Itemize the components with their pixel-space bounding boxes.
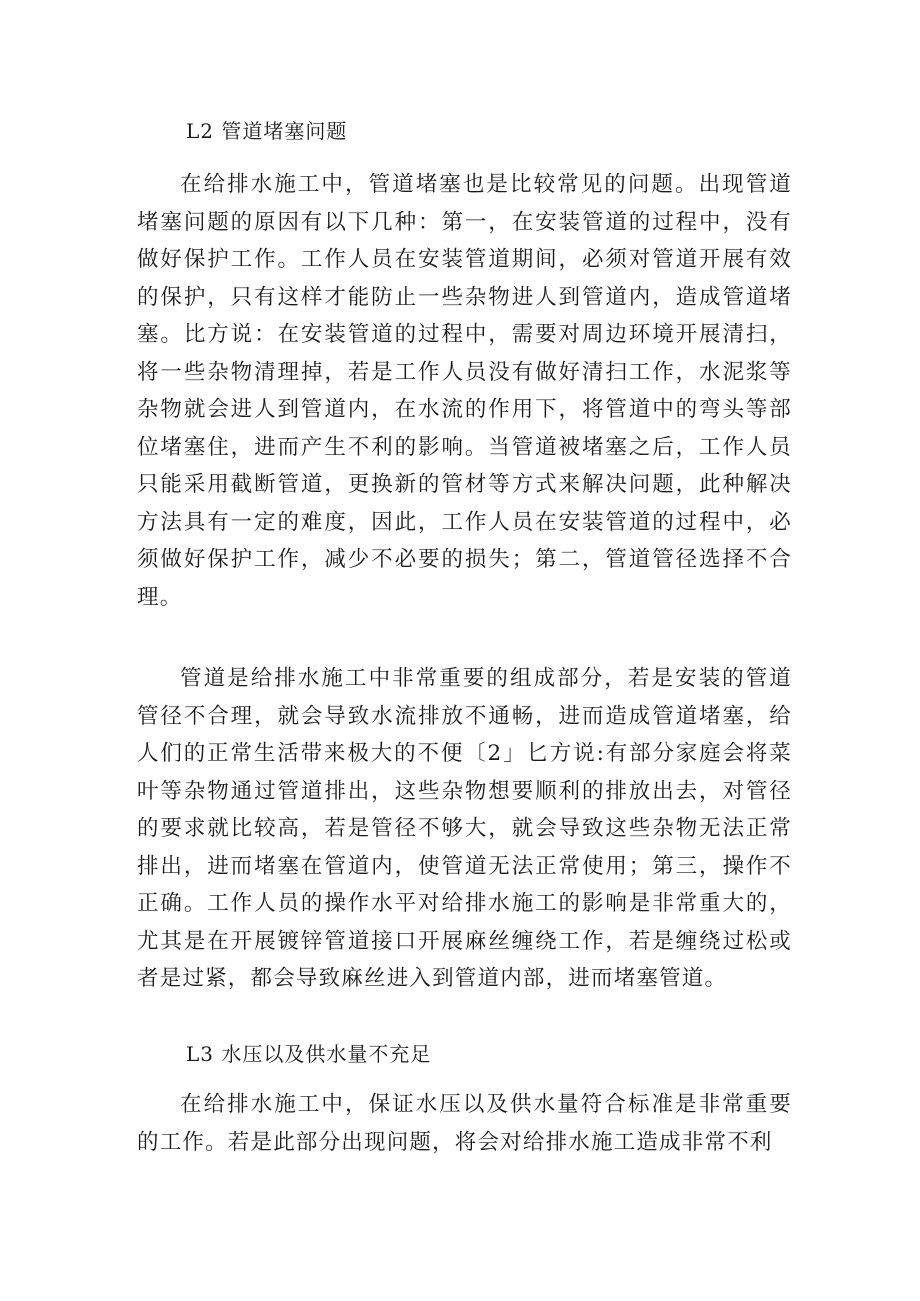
paragraph: 在给排水施工中，保证水压以及供水量符合标准是非常重要的工作。若是此部分出现问题，将会对给排水施工造成非常不利 xyxy=(137,1092,792,1155)
paragraph: 管道是给排水施工中非常重要的组成部分，若是安装的管道管径不合理，就会导致水流排放不通畅，进而造成管道堵塞，给人们的正常生活带来极大的不便〔2」匕方说:有部分家庭会将菜叶等杂物通过管道排出，这些杂物想要顺利的排放出去，对管径的要求就比较高，若是管径不够大，就会导致这些杂物无法正常排出，进而堵塞在管道内，使管道无法正常使用；第三，操作不正确。工作人员的操作水平对给排水施工的影响是非常重大的，尤其是在开展镀锌管道接口开展麻丝缠绕工作，若是缠绕过松或者是过紧，都会导致麻丝进入到管道内部，进而堵塞管道。 xyxy=(137,666,792,991)
section-heading-l3: L3 水压以及供水量不充足 xyxy=(186,1042,432,1066)
section-heading-l2: L2 管道堵塞问题 xyxy=(186,119,348,143)
paragraph: 在给排水施工中，管道堵塞也是比较常见的问题。出现管道堵塞问题的原因有以下几种：第一，在安装管道的过程中，没有做好保护工作。工作人员在安装管道期间，必须对管道开展有效的保护，只有这样才能防止一些杂物进人到管道内，造成管道堵塞。比方说：在安装管道的过程中，需要对周边环境开展清扫，将一些杂物清理掉，若是工作人员没有做好清扫工作，水泥浆等杂物就会进人到管道内，在水流的作用下，将管道中的弯头等部位堵塞住，进而产生不利的影响。当管道被堵塞之后，工作人员只能采用截断管道，更换新的管材等方式来解决问题，此种解决方法具有一定的难度，因此，工作人员在安装管道的过程中，必须做好保护工作，减少不必要的损失；第二，管道管径选择不合理。 xyxy=(137,172,792,610)
